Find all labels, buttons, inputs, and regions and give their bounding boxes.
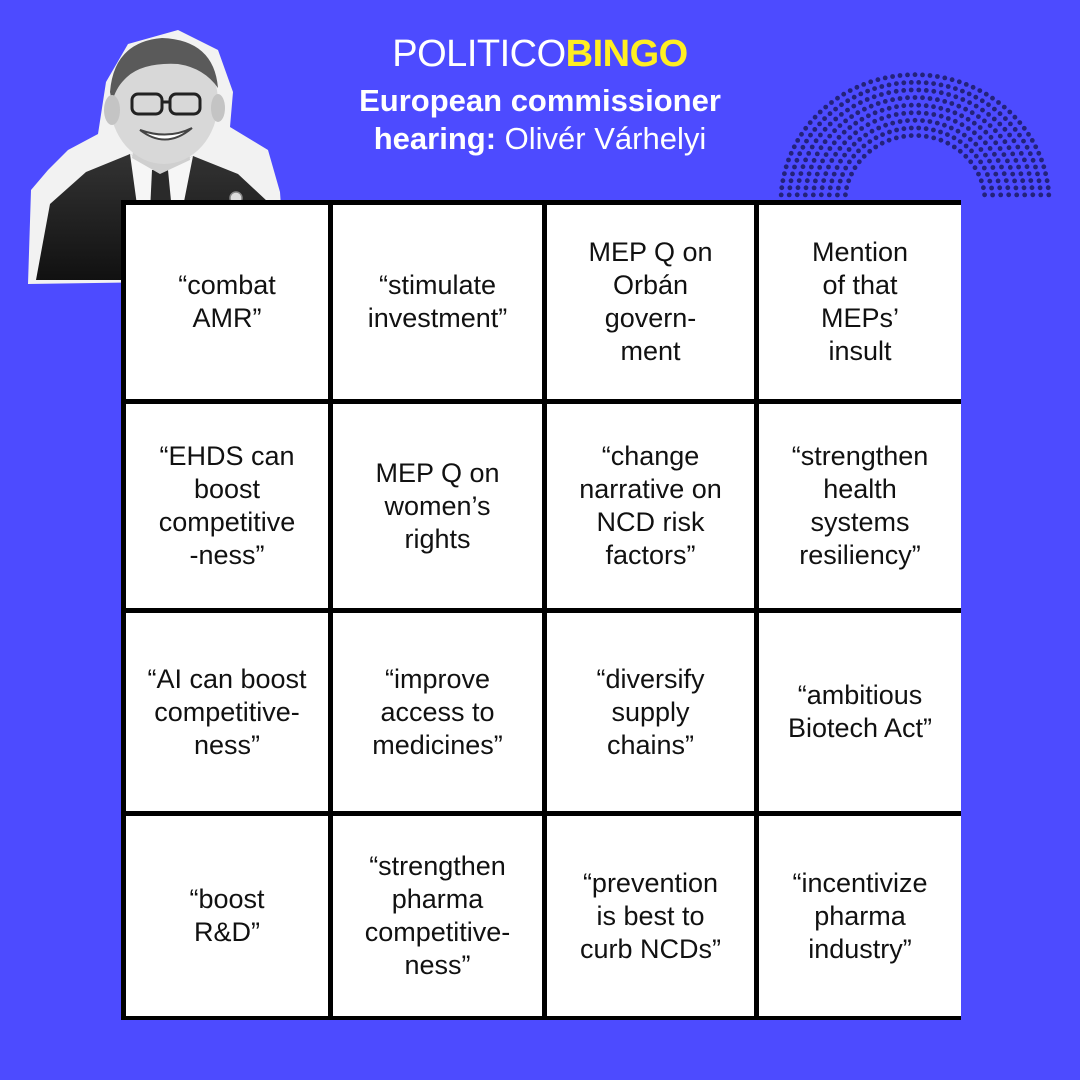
bingo-cell: MEP Q on Orbán govern- ment: [547, 205, 754, 399]
subtitle-bold2: hearing:: [373, 121, 497, 156]
brand-politico: POLITICO: [392, 33, 566, 75]
bingo-cell: “combat AMR”: [126, 205, 328, 399]
bingo-cell: “stimulate investment”: [333, 205, 542, 399]
subtitle-line1: European commissioner: [359, 83, 721, 118]
header: [300, 30, 780, 158]
bingo-cell: “strengthen pharma competitive- ness”: [333, 816, 542, 1016]
bingo-cell: “improve access to medicines”: [333, 613, 542, 811]
bingo-cell: “ambitious Biotech Act”: [759, 613, 961, 811]
bingo-cell: “strengthen health systems resiliency”: [759, 404, 961, 608]
page-subtitle: [300, 82, 780, 158]
bingo-cell: “AI can boost competitive- ness”: [126, 613, 328, 811]
bingo-cell: “change narrative on NCD risk factors”: [547, 404, 754, 608]
bingo-cell: “boost R&D”: [126, 816, 328, 1016]
bingo-cell: Mention of that MEPs’ insult: [759, 205, 961, 399]
parliament-seating-icon: [775, 62, 1055, 212]
bingo-board: [121, 200, 961, 1020]
bingo-cell: “diversify supply chains”: [547, 613, 754, 811]
bingo-cell: MEP Q on women’s rights: [333, 404, 542, 608]
brand-bingo: BINGO: [565, 33, 688, 75]
bingo-cell: “EHDS can boost competitive -ness”: [126, 404, 328, 608]
bingo-cell: “incentivize pharma industry”: [759, 816, 961, 1016]
subtitle-name: Olivér Várhelyi: [496, 121, 707, 156]
bingo-cell: “prevention is best to curb NCDs”: [547, 816, 754, 1016]
brand-logo: [300, 30, 780, 78]
